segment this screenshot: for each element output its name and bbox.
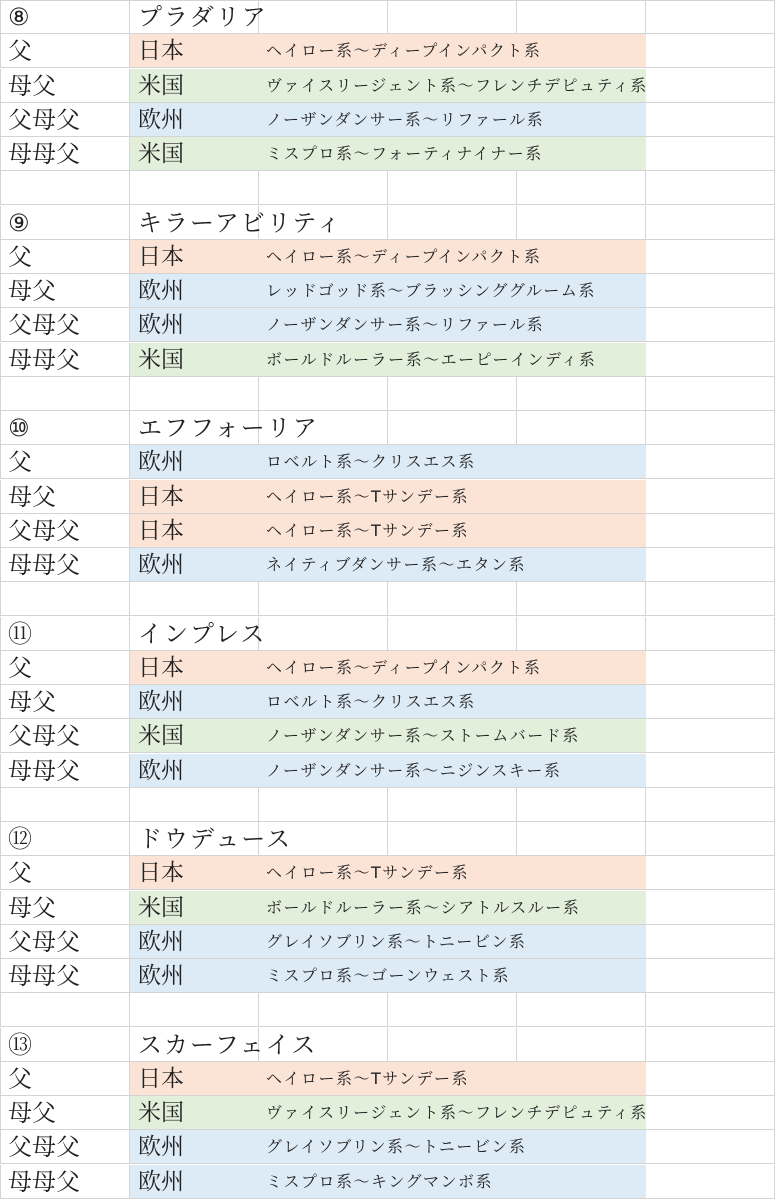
grid-cell[interactable] (646, 651, 775, 685)
grid-cell[interactable] (646, 1028, 775, 1062)
grid-cell[interactable] (646, 959, 775, 993)
pedigree-row (0, 34, 775, 68)
pedigree-row (0, 651, 775, 685)
horse-header-row (0, 822, 775, 856)
grid-cell[interactable] (646, 103, 775, 137)
horse-name: エフフォーリア (138, 414, 319, 442)
region-cell[interactable]: 米国 (138, 723, 184, 749)
horse-header-row (0, 617, 775, 651)
grid-cell[interactable] (646, 171, 775, 205)
grid-cell[interactable] (388, 582, 517, 616)
sire-line-cell[interactable]: ネイティブダンサー系〜エタン系 (266, 555, 526, 574)
pedigree-label: 母父 (8, 688, 56, 716)
grid-cell[interactable] (388, 617, 517, 651)
sire-line-cell[interactable]: ヘイロー系〜Tサンデー系 (266, 1069, 469, 1088)
pedigree-row (0, 137, 775, 171)
grid-cell[interactable] (517, 1028, 646, 1062)
grid-cell[interactable] (646, 1062, 775, 1096)
pedigree-label: 父母父 (8, 928, 80, 956)
pedigree-row (0, 856, 775, 890)
grid-cell[interactable] (646, 685, 775, 719)
sire-line-cell[interactable]: ノーザンダンサー系〜ストームバード系 (266, 726, 580, 745)
sire-line-cell[interactable]: ミスプロ系〜ゴーンウェスト系 (266, 966, 511, 985)
pedigree-row (0, 308, 775, 342)
pedigree-row (0, 343, 775, 377)
grid-cell[interactable] (646, 34, 775, 68)
grid-cell[interactable] (646, 377, 775, 411)
region-cell[interactable]: 欧州 (138, 929, 184, 955)
region-cell[interactable]: 米国 (138, 1100, 184, 1126)
sire-line-cell[interactable]: ヴァイスリージェント系〜フレンチデピュティ系 (266, 76, 648, 95)
grid-cell[interactable] (517, 822, 646, 856)
sire-line-cell[interactable]: ノーザンダンサー系〜ニジンスキー系 (266, 761, 562, 780)
region-cell[interactable]: 日本 (138, 38, 184, 64)
region-cell[interactable]: 米国 (138, 73, 184, 99)
grid-cell[interactable] (646, 0, 775, 34)
pedigree-label: 父 (8, 859, 32, 887)
sire-line-cell[interactable]: ノーザンダンサー系〜リファール系 (266, 315, 545, 334)
pedigree-label: 母母父 (8, 1168, 80, 1196)
grid-cell[interactable] (259, 0, 388, 34)
region-cell[interactable]: 欧州 (138, 1134, 184, 1160)
grid-cell[interactable] (259, 377, 388, 411)
grid-cell[interactable] (517, 411, 646, 445)
sire-line-cell[interactable]: ミスプロ系〜フォーティナイナー系 (266, 144, 543, 163)
region-cell[interactable]: 日本 (138, 244, 184, 270)
grid-cell[interactable] (259, 788, 388, 822)
grid-cell[interactable] (646, 240, 775, 274)
pedigree-row (0, 925, 775, 959)
grid-cell[interactable] (130, 788, 259, 822)
horse-number: ⑪ (8, 620, 32, 648)
horse-name: ドウデュース (138, 825, 293, 853)
sire-line-cell[interactable]: レッドゴッド系〜ブラッシンググルーム系 (266, 281, 596, 300)
grid-cell[interactable] (0, 993, 130, 1027)
grid-cell[interactable] (388, 993, 517, 1027)
sire-line-cell[interactable]: ヘイロー系〜Tサンデー系 (266, 521, 469, 540)
grid-cell[interactable] (646, 343, 775, 377)
grid-cell[interactable] (517, 788, 646, 822)
pedigree-label: 母父 (8, 72, 56, 100)
grid-cell[interactable] (388, 171, 517, 205)
grid-cell[interactable] (646, 1165, 775, 1199)
region-cell[interactable]: 米国 (138, 895, 184, 921)
region-cell[interactable]: 米国 (138, 141, 184, 167)
region-cell[interactable]: 日本 (138, 860, 184, 886)
region-cell[interactable]: 欧州 (138, 312, 184, 338)
horse-name: キラーアビリティ (138, 209, 343, 237)
blank-row (0, 377, 775, 411)
grid-cell[interactable] (517, 0, 646, 34)
grid-cell[interactable] (388, 0, 517, 34)
pedigree-label: 母父 (8, 277, 56, 305)
grid-cell[interactable] (646, 891, 775, 925)
horse-header-row (0, 0, 775, 34)
pedigree-label: 母母父 (8, 140, 80, 168)
region-cell[interactable]: 欧州 (138, 552, 184, 578)
pedigree-row (0, 445, 775, 479)
grid-cell[interactable] (646, 993, 775, 1027)
sire-line-cell[interactable]: ヘイロー系〜Tサンデー系 (266, 487, 469, 506)
grid-cell[interactable] (646, 206, 775, 240)
sire-line-cell[interactable]: ヴァイスリージェント系〜フレンチデピュティ系 (266, 1103, 648, 1122)
sire-line-cell[interactable]: グレイソブリン系〜トニービン系 (266, 932, 527, 951)
pedigree-label: 父 (8, 654, 32, 682)
grid-cell[interactable] (388, 1028, 517, 1062)
horse-number: ⑫ (8, 825, 32, 853)
grid-cell[interactable] (646, 617, 775, 651)
pedigree-label: 父母父 (8, 517, 80, 545)
grid-cell[interactable] (259, 993, 388, 1027)
grid-cell[interactable] (646, 856, 775, 890)
pedigree-label: 父母父 (8, 1133, 80, 1161)
horse-header-row (0, 206, 775, 240)
blank-row (0, 788, 775, 822)
region-cell[interactable]: 欧州 (138, 689, 184, 715)
pedigree-row (0, 69, 775, 103)
grid-cell[interactable] (646, 754, 775, 788)
horse-name: スカーフェイス (138, 1031, 318, 1059)
pedigree-label: 母父 (8, 1099, 56, 1127)
pedigree-label: 母母父 (8, 551, 80, 579)
grid-cell[interactable] (517, 993, 646, 1027)
horse-name: プラダリア (138, 3, 268, 31)
grid-cell[interactable] (646, 925, 775, 959)
grid-cell[interactable] (646, 480, 775, 514)
region-cell[interactable]: 欧州 (138, 449, 184, 475)
grid-cell[interactable] (646, 822, 775, 856)
region-cell[interactable]: 欧州 (138, 1169, 184, 1195)
region-cell[interactable]: 米国 (138, 347, 184, 373)
pedigree-row (0, 1165, 775, 1199)
grid-cell[interactable] (646, 1096, 775, 1130)
grid-cell[interactable] (646, 445, 775, 479)
grid-cell[interactable] (517, 171, 646, 205)
grid-cell[interactable] (646, 1130, 775, 1164)
pedigree-row (0, 754, 775, 788)
horse-number: ⑬ (8, 1031, 32, 1059)
grid-cell[interactable] (0, 788, 130, 822)
grid-cell[interactable] (646, 548, 775, 582)
grid-cell[interactable] (517, 617, 646, 651)
pedigree-row (0, 1062, 775, 1096)
grid-cell[interactable] (517, 377, 646, 411)
sire-line-cell[interactable]: ノーザンダンサー系〜リファール系 (266, 110, 545, 129)
pedigree-label: 父 (8, 243, 32, 271)
grid-cell[interactable] (0, 377, 130, 411)
grid-cell[interactable] (646, 411, 775, 445)
horse-number: ⑧ (8, 3, 30, 31)
pedigree-label: 父 (8, 448, 32, 476)
sire-line-cell[interactable]: ボールドルーラー系〜エーピーインディ系 (266, 350, 597, 369)
sire-line-cell[interactable]: ミスプロ系〜キングマンボ系 (266, 1172, 494, 1191)
grid-cell[interactable] (646, 788, 775, 822)
region-cell[interactable]: 欧州 (138, 278, 184, 304)
pedigree-row (0, 240, 775, 274)
region-cell[interactable]: 日本 (138, 655, 184, 681)
grid-cell[interactable] (388, 411, 517, 445)
pedigree-label: 父 (8, 37, 32, 65)
sire-line-cell[interactable]: ヘイロー系〜ディープインパクト系 (266, 247, 542, 266)
region-cell[interactable]: 日本 (138, 484, 184, 510)
grid-cell[interactable] (388, 822, 517, 856)
grid-cell[interactable] (388, 788, 517, 822)
grid-cell[interactable] (259, 617, 388, 651)
grid-cell[interactable] (646, 582, 775, 616)
sire-line-cell[interactable]: ボールドルーラー系〜シアトルスルー系 (266, 898, 581, 917)
grid-cell[interactable] (646, 308, 775, 342)
region-cell[interactable]: 日本 (138, 518, 184, 544)
horse-header-row (0, 1028, 775, 1062)
pedigree-label: 母父 (8, 483, 56, 511)
grid-cell[interactable] (388, 377, 517, 411)
horse-header-row (0, 411, 775, 445)
region-cell[interactable]: 欧州 (138, 758, 184, 784)
sire-line-cell[interactable]: ロベルト系〜クリスエス系 (266, 692, 476, 711)
sire-line-cell[interactable]: ヘイロー系〜Tサンデー系 (266, 863, 469, 882)
pedigree-row (0, 1130, 775, 1164)
sire-line-cell[interactable]: グレイソブリン系〜トニービン系 (266, 1137, 527, 1156)
sire-line-cell[interactable]: ヘイロー系〜ディープインパクト系 (266, 41, 542, 60)
grid-cell[interactable] (0, 582, 130, 616)
region-cell[interactable]: 欧州 (138, 963, 184, 989)
grid-cell[interactable] (259, 171, 388, 205)
grid-cell[interactable] (646, 719, 775, 753)
pedigree-row (0, 480, 775, 514)
grid-cell[interactable] (0, 171, 130, 205)
pedigree-row (0, 514, 775, 548)
pedigree-label: 父 (8, 1065, 32, 1093)
pedigree-row (0, 1096, 775, 1130)
pedigree-label: 母母父 (8, 346, 80, 374)
pedigree-row (0, 274, 775, 308)
grid-cell[interactable] (130, 582, 259, 616)
pedigree-row (0, 103, 775, 137)
pedigree-row (0, 685, 775, 719)
pedigree-row (0, 719, 775, 753)
grid-cell[interactable] (646, 514, 775, 548)
grid-cell[interactable] (646, 137, 775, 171)
sire-line-cell[interactable]: ヘイロー系〜ディープインパクト系 (266, 658, 542, 677)
grid-cell[interactable] (517, 206, 646, 240)
horse-number: ⑩ (8, 414, 30, 442)
horse-number: ⑨ (8, 209, 30, 237)
pedigree-label: 父母父 (8, 311, 80, 339)
pedigree-label: 父母父 (8, 106, 80, 134)
blank-row (0, 993, 775, 1027)
region-cell[interactable]: 日本 (138, 1066, 184, 1092)
blank-row (0, 171, 775, 205)
pedigree-label: 母母父 (8, 757, 80, 785)
grid-cell[interactable] (130, 377, 259, 411)
pedigree-label: 母母父 (8, 962, 80, 990)
blank-row (0, 582, 775, 616)
grid-cell[interactable] (130, 171, 259, 205)
grid-cell[interactable] (646, 69, 775, 103)
pedigree-row (0, 548, 775, 582)
pedigree-label: 母父 (8, 894, 56, 922)
pedigree-label: 父母父 (8, 722, 80, 750)
grid-cell[interactable] (259, 582, 388, 616)
pedigree-row (0, 891, 775, 925)
pedigree-row (0, 959, 775, 993)
sire-line-cell[interactable]: ロベルト系〜クリスエス系 (266, 452, 476, 471)
horse-name: インプレス (138, 620, 267, 648)
region-cell[interactable]: 欧州 (138, 107, 184, 133)
grid-cell[interactable] (517, 582, 646, 616)
grid-cell[interactable] (646, 274, 775, 308)
grid-cell[interactable] (130, 993, 259, 1027)
grid-cell[interactable] (388, 206, 517, 240)
